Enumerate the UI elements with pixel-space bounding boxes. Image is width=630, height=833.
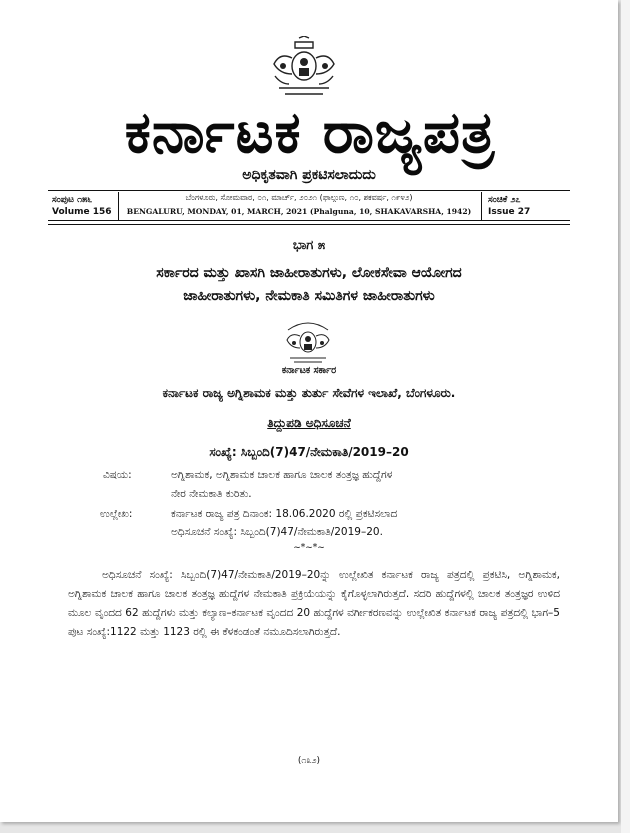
divider-right	[481, 192, 482, 220]
volume-block	[52, 194, 112, 218]
notice-body: ಅಧಿಸೂಚನೆ ಸಂಖ್ಯೆ: ಸಿಬ್ಬಂದಿ(7)47/ನೇಮಕಾತಿ/2019–20ನ್ನು ಉಲ್ಲೇಖಿತ ಕರ್ನಾಟಕ ರಾಜ್ಯ ಪತ್ರದಲ್ಲಿ ಪ್ರಕಟಿಸಿ, ಅಗ್ನಿಶಾಮಕ, ಅಗ್ನಿಶಾಮಕ ಚಾಲಕ ಹಾಗೂ ಚಾಲಕ ತಂತ್ರಜ್ಞ ಹುದ್ದೆಗಳ ನೇಮಕಾತಿ ಪ್ರಕ್ರಿಯೆಯನ್ನು ಕೈಗೊಳ್ಳಲಾಗಿರುತ್ತದೆ. ಸದರಿ ಹುದ್ದೆಗಳಲ್ಲಿ ಚಾಲಕ ತಂತ್ರಜ್ಞರ ಉಳಿದ ಮೂಲ ವೃಂದದ 62 ಹುದ್ದೆಗಳು ಮತ್ತು ಕಲ್ಯಾಣ–ಕರ್ನಾಟಕ ವೃಂದದ 20 ಹುದ್ದೆಗಳ ವರ್ಗೀಕರಣವನ್ನು ಉಲ್ಲೇಖಿತ ಕರ್ನಾಟಕ ರಾಜ್ಯ ಪತ್ರದಲ್ಲಿ ಭಾಗ–5 ಪುಟ ಸಂಖ್ಯೆ:1122 ಮತ್ತು 1123 ರಲ್ಲಿ ಈ ಕೆಳಕಂಡಂತೆ ನಮೂದಿಸಲಾಗಿರುತ್ತದೆ.	[68, 569, 560, 638]
issue-kannada: ಸಂಚಿಕೆ ೨೭	[488, 195, 521, 205]
reference-label: ಉಲ್ಲೇಖ:	[100, 508, 133, 520]
gazette-subtitle: ಅಧಿಕೃತವಾಗಿ ಪ್ರಕಟಿಸಲಾದುದು	[242, 167, 376, 183]
issue-english: Issue 27	[488, 207, 531, 217]
part-title-line2: ಜಾಹೀರಾತುಗಳು, ನೇಮಕಾತಿ ಸಮಿತಿಗಳ ಜಾಹೀರಾತುಗಳು	[183, 288, 435, 304]
part-heading: ಭಾಗ ೫	[292, 238, 326, 253]
department-name: ಕರ್ನಾಟಕ ರಾಜ್ಯ ಅಗ್ನಿಶಾಮಕ ಮತ್ತು ತುರ್ತು ಸೇವೆಗಳ ಇಲಾಖೆ, ಬೆಂಗಳೂರು.	[162, 386, 456, 400]
rule-bottom	[48, 220, 570, 221]
state-emblem-icon	[265, 36, 343, 100]
emblem-caption: ಕರ್ನಾಟಕ ಸರ್ಕಾರ	[281, 365, 337, 376]
part-title-line1: ಸರ್ಕಾರದ ಮತ್ತು ಖಾಸಗಿ ಜಾಹೀರಾತುಗಳು, ಲೋಕಸೇವಾ ಆಯೋಗದ	[156, 265, 462, 281]
divider-left	[118, 192, 119, 220]
subject-label: ವಿಷಯ:	[103, 469, 132, 481]
volume-kannada: ಸಂಪುಟ ೧೫೬	[52, 195, 93, 205]
reference-line1: ಕರ್ನಾಟಕ ರಾಜ್ಯ ಪತ್ರ ದಿನಾಂಕ: 18.06.2020 ರಲ್ಲಿ ಪ್ರಕಟಿಸಲಾದ	[171, 508, 398, 520]
notice-number: ಸಂಖ್ಯೆ: ಸಿಬ್ಬಂದಿ(7)47/ನೇಮಕಾತಿ/2019–20	[209, 445, 409, 459]
separator: ~*~*~	[293, 543, 325, 553]
viewer-scrollbar[interactable]	[621, 0, 630, 833]
volume-english: Volume 156	[52, 207, 112, 217]
subject-line1: ಅಗ್ನಿಶಾಮಕ, ಅಗ್ನಿಶಾಮಕ ಚಾಲಕ ಹಾಗೂ ಚಾಲಕ ತಂತ್ರಜ್ಞ ಹುದ್ದೆಗಳ	[171, 469, 393, 481]
reference-line2: ಅಧಿಸೂಚನೆ ಸಂಖ್ಯೆ: ಸಿಬ್ಬಂದಿ(7)47/ನೇಮಕಾತಿ/2019–20.	[171, 526, 383, 538]
notice-title: ತಿದ್ದುಪಡಿ ಅಧಿಸೂಚನೆ	[267, 416, 351, 430]
government-emblem-icon	[280, 318, 336, 366]
page-number: (೧೩೨)	[297, 756, 321, 766]
subject-line2: ನೇರ ನೇಮಕಾತಿ ಕುರಿತು.	[171, 488, 252, 500]
gazette-title: ಕರ್ನಾಟಕ ರಾಜ್ಯಪತ್ರ	[124, 98, 496, 166]
dateline-kannada: ಬೆಂಗಳೂರು, ಸೋಮವಾರ, ೦೧, ಮಾರ್ಚ್, ೨೦೨೧ (ಫಾಲ್ಗುಣ, ೧೦, ಶಕವರ್ಷ, ೧೯೪೨)	[185, 193, 413, 202]
rule-bottom-double	[48, 224, 570, 225]
dateline-english: BENGALURU, MONDAY, 01, MARCH, 2021 (Phalguna, 10, SHAKAVARSHA, 1942)	[126, 207, 472, 216]
issue-block	[488, 194, 530, 218]
rule-top	[48, 190, 570, 191]
